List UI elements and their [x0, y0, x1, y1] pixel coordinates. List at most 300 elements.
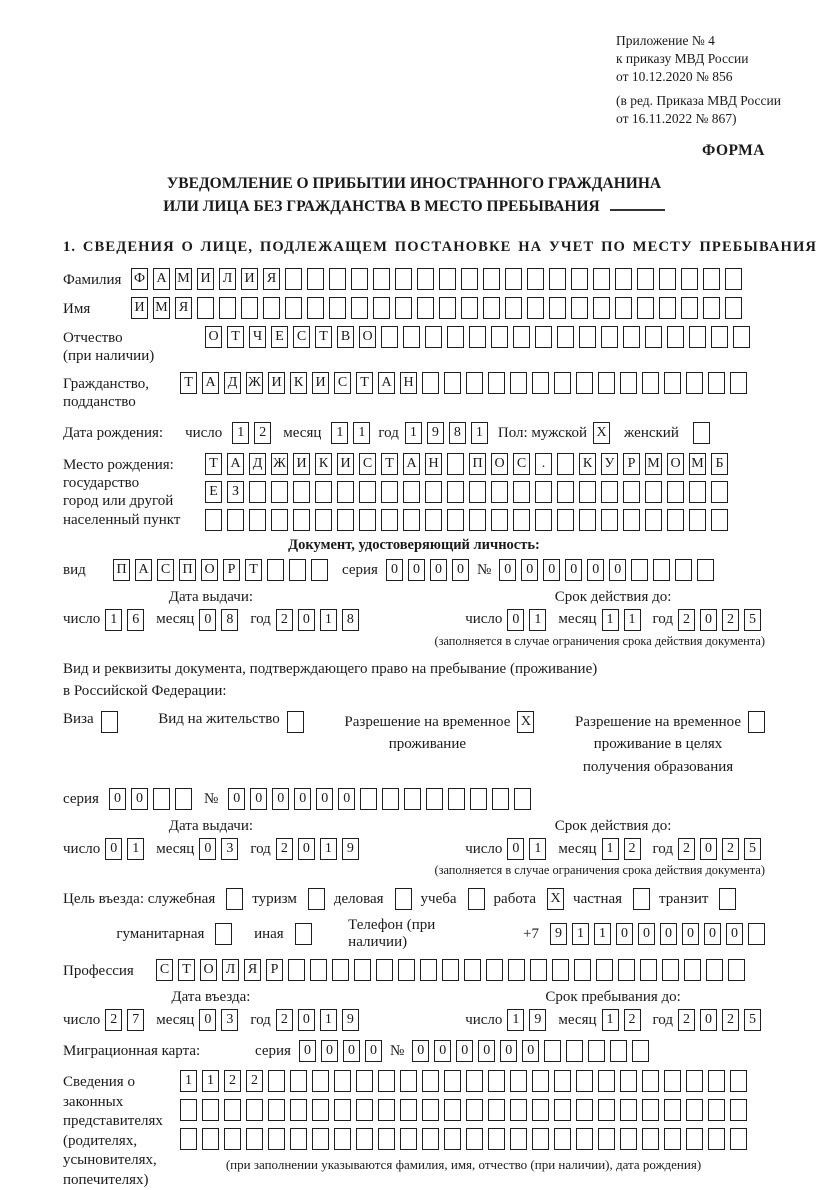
char-cell[interactable] [618, 959, 635, 981]
char-cell[interactable]: X [593, 422, 610, 444]
char-cell[interactable]: 2 [276, 838, 293, 860]
char-cell[interactable]: И [293, 453, 310, 475]
char-cell[interactable] [645, 481, 662, 503]
char-cell[interactable] [593, 268, 610, 290]
char-cell[interactable] [469, 481, 486, 503]
char-cell[interactable]: С [157, 559, 174, 581]
char-cell[interactable]: 0 [199, 1009, 216, 1031]
char-cell[interactable] [268, 1070, 285, 1092]
char-cell[interactable]: И [312, 372, 329, 394]
char-cell[interactable] [664, 372, 681, 394]
char-cell[interactable] [579, 326, 596, 348]
char-cell[interactable] [667, 509, 684, 531]
char-cell[interactable] [359, 509, 376, 531]
char-cell[interactable]: 0 [638, 923, 655, 945]
char-cell[interactable] [425, 509, 442, 531]
char-cell[interactable]: Т [178, 959, 195, 981]
char-cell[interactable] [293, 481, 310, 503]
char-cell[interactable] [620, 1128, 637, 1150]
char-cell[interactable] [378, 1099, 395, 1121]
char-cell[interactable]: 0 [499, 559, 516, 581]
char-cell[interactable] [554, 1099, 571, 1121]
char-cell[interactable]: 0 [199, 838, 216, 860]
char-cell[interactable] [527, 297, 544, 319]
char-cell[interactable] [642, 372, 659, 394]
char-cell[interactable]: 0 [700, 1009, 717, 1031]
char-cell[interactable]: И [131, 297, 148, 319]
char-cell[interactable] [426, 788, 443, 810]
char-cell[interactable]: В [337, 326, 354, 348]
char-cell[interactable]: М [689, 453, 706, 475]
char-cell[interactable] [334, 1099, 351, 1121]
char-cell[interactable] [461, 268, 478, 290]
char-cell[interactable] [706, 959, 723, 981]
char-cell[interactable] [226, 888, 243, 910]
char-cell[interactable] [571, 297, 588, 319]
char-cell[interactable] [601, 481, 618, 503]
char-cell[interactable] [686, 372, 703, 394]
char-cell[interactable]: 0 [660, 923, 677, 945]
char-cell[interactable]: 0 [105, 838, 122, 860]
char-cell[interactable]: 5 [744, 1009, 761, 1031]
char-cell[interactable]: С [513, 453, 530, 475]
char-cell[interactable] [285, 297, 302, 319]
char-cell[interactable] [530, 959, 547, 981]
char-cell[interactable]: Ф [131, 268, 148, 290]
char-cell[interactable] [505, 297, 522, 319]
char-cell[interactable]: А [403, 453, 420, 475]
char-cell[interactable]: Н [425, 453, 442, 475]
char-cell[interactable] [610, 1040, 627, 1062]
char-cell[interactable] [730, 1070, 747, 1092]
char-cell[interactable]: 1 [602, 609, 619, 631]
char-cell[interactable] [224, 1128, 241, 1150]
char-cell[interactable] [615, 297, 632, 319]
char-cell[interactable] [554, 372, 571, 394]
char-cell[interactable] [693, 422, 710, 444]
char-cell[interactable] [623, 509, 640, 531]
char-cell[interactable]: А [135, 559, 152, 581]
char-cell[interactable] [488, 1099, 505, 1121]
char-cell[interactable] [593, 297, 610, 319]
char-cell[interactable]: 0 [131, 788, 148, 810]
char-cell[interactable] [469, 509, 486, 531]
char-cell[interactable] [488, 1128, 505, 1150]
char-cell[interactable] [535, 481, 552, 503]
char-cell[interactable] [708, 1070, 725, 1092]
char-cell[interactable]: С [156, 959, 173, 981]
char-cell[interactable] [398, 959, 415, 981]
char-cell[interactable] [329, 297, 346, 319]
char-cell[interactable] [381, 509, 398, 531]
char-cell[interactable] [354, 959, 371, 981]
char-cell[interactable]: И [337, 453, 354, 475]
char-cell[interactable] [315, 481, 332, 503]
char-cell[interactable] [153, 788, 170, 810]
char-cell[interactable]: 0 [109, 788, 126, 810]
char-cell[interactable] [637, 297, 654, 319]
char-cell[interactable]: 0 [452, 559, 469, 581]
char-cell[interactable] [267, 559, 284, 581]
char-cell[interactable] [271, 481, 288, 503]
char-cell[interactable]: 0 [298, 838, 315, 860]
char-cell[interactable]: М [645, 453, 662, 475]
char-cell[interactable] [285, 268, 302, 290]
char-cell[interactable] [439, 297, 456, 319]
char-cell[interactable] [439, 268, 456, 290]
char-cell[interactable] [684, 959, 701, 981]
char-cell[interactable]: О [200, 959, 217, 981]
char-cell[interactable] [598, 372, 615, 394]
char-cell[interactable]: 1 [320, 609, 337, 631]
char-cell[interactable] [356, 1128, 373, 1150]
char-cell[interactable] [271, 509, 288, 531]
char-cell[interactable]: 2 [624, 1009, 641, 1031]
char-cell[interactable] [373, 297, 390, 319]
char-cell[interactable]: 8 [449, 422, 466, 444]
char-cell[interactable] [708, 1128, 725, 1150]
char-cell[interactable]: С [359, 453, 376, 475]
char-cell[interactable] [334, 1128, 351, 1150]
char-cell[interactable] [219, 297, 236, 319]
char-cell[interactable] [395, 268, 412, 290]
char-cell[interactable] [486, 959, 503, 981]
char-cell[interactable] [395, 297, 412, 319]
char-cell[interactable] [268, 1099, 285, 1121]
char-cell[interactable]: П [469, 453, 486, 475]
char-cell[interactable]: Д [249, 453, 266, 475]
char-cell[interactable] [287, 711, 304, 733]
char-cell[interactable] [637, 268, 654, 290]
char-cell[interactable] [554, 1128, 571, 1150]
char-cell[interactable] [310, 959, 327, 981]
char-cell[interactable] [202, 1099, 219, 1121]
char-cell[interactable] [645, 326, 662, 348]
char-cell[interactable]: Д [224, 372, 241, 394]
char-cell[interactable] [513, 481, 530, 503]
char-cell[interactable]: 2 [624, 838, 641, 860]
char-cell[interactable] [404, 788, 421, 810]
char-cell[interactable] [623, 481, 640, 503]
char-cell[interactable]: 1 [471, 422, 488, 444]
char-cell[interactable] [664, 1128, 681, 1150]
char-cell[interactable] [686, 1128, 703, 1150]
char-cell[interactable]: 2 [254, 422, 271, 444]
char-cell[interactable]: 2 [276, 609, 293, 631]
char-cell[interactable]: 1 [602, 838, 619, 860]
char-cell[interactable] [557, 326, 574, 348]
char-cell[interactable]: 0 [412, 1040, 429, 1062]
char-cell[interactable]: 2 [224, 1070, 241, 1092]
char-cell[interactable] [527, 268, 544, 290]
char-cell[interactable] [307, 268, 324, 290]
char-cell[interactable] [662, 959, 679, 981]
char-cell[interactable]: 1 [202, 1070, 219, 1092]
char-cell[interactable] [689, 326, 706, 348]
char-cell[interactable]: 0 [272, 788, 289, 810]
char-cell[interactable]: 1 [529, 838, 546, 860]
char-cell[interactable]: 1 [127, 838, 144, 860]
char-cell[interactable] [447, 509, 464, 531]
char-cell[interactable] [505, 268, 522, 290]
char-cell[interactable] [491, 509, 508, 531]
char-cell[interactable]: 1 [320, 838, 337, 860]
char-cell[interactable] [224, 1099, 241, 1121]
char-cell[interactable] [417, 268, 434, 290]
char-cell[interactable]: Т [180, 372, 197, 394]
char-cell[interactable] [488, 372, 505, 394]
char-cell[interactable] [730, 372, 747, 394]
char-cell[interactable] [422, 1099, 439, 1121]
char-cell[interactable] [491, 326, 508, 348]
char-cell[interactable] [400, 1128, 417, 1150]
char-cell[interactable]: 6 [127, 609, 144, 631]
char-cell[interactable] [510, 372, 527, 394]
char-cell[interactable]: 0 [616, 923, 633, 945]
char-cell[interactable] [373, 268, 390, 290]
char-cell[interactable]: 1 [320, 1009, 337, 1031]
char-cell[interactable] [535, 509, 552, 531]
char-cell[interactable]: О [205, 326, 222, 348]
char-cell[interactable] [395, 888, 412, 910]
char-cell[interactable] [588, 1040, 605, 1062]
char-cell[interactable] [576, 1099, 593, 1121]
char-cell[interactable] [535, 326, 552, 348]
char-cell[interactable]: 0 [365, 1040, 382, 1062]
char-cell[interactable] [483, 297, 500, 319]
char-cell[interactable] [422, 1070, 439, 1092]
char-cell[interactable] [466, 1099, 483, 1121]
char-cell[interactable] [689, 481, 706, 503]
char-cell[interactable]: 0 [726, 923, 743, 945]
char-cell[interactable] [686, 1070, 703, 1092]
char-cell[interactable] [382, 788, 399, 810]
char-cell[interactable]: Р [223, 559, 240, 581]
char-cell[interactable] [400, 1070, 417, 1092]
char-cell[interactable] [246, 1099, 263, 1121]
char-cell[interactable] [730, 1128, 747, 1150]
char-cell[interactable] [576, 1070, 593, 1092]
char-cell[interactable] [615, 268, 632, 290]
char-cell[interactable] [708, 1099, 725, 1121]
char-cell[interactable] [293, 509, 310, 531]
char-cell[interactable] [571, 268, 588, 290]
char-cell[interactable] [403, 326, 420, 348]
char-cell[interactable]: 0 [456, 1040, 473, 1062]
char-cell[interactable]: 1 [507, 1009, 524, 1031]
char-cell[interactable]: Ч [249, 326, 266, 348]
char-cell[interactable]: 2 [678, 1009, 695, 1031]
char-cell[interactable]: 7 [127, 1009, 144, 1031]
char-cell[interactable] [403, 481, 420, 503]
char-cell[interactable] [202, 1128, 219, 1150]
char-cell[interactable] [579, 509, 596, 531]
char-cell[interactable]: 2 [722, 838, 739, 860]
char-cell[interactable] [514, 788, 531, 810]
char-cell[interactable] [249, 481, 266, 503]
char-cell[interactable] [510, 1128, 527, 1150]
char-cell[interactable] [510, 1070, 527, 1092]
char-cell[interactable]: Т [356, 372, 373, 394]
char-cell[interactable]: 3 [221, 1009, 238, 1031]
char-cell[interactable]: 9 [529, 1009, 546, 1031]
char-cell[interactable] [554, 1070, 571, 1092]
char-cell[interactable]: 0 [609, 559, 626, 581]
char-cell[interactable] [549, 268, 566, 290]
char-cell[interactable] [227, 509, 244, 531]
char-cell[interactable] [549, 297, 566, 319]
char-cell[interactable]: Я [244, 959, 261, 981]
char-cell[interactable] [557, 509, 574, 531]
char-cell[interactable] [491, 481, 508, 503]
char-cell[interactable] [708, 372, 725, 394]
char-cell[interactable] [719, 888, 736, 910]
char-cell[interactable]: 1 [232, 422, 249, 444]
char-cell[interactable]: Я [263, 268, 280, 290]
char-cell[interactable]: С [293, 326, 310, 348]
char-cell[interactable] [574, 959, 591, 981]
char-cell[interactable] [290, 1128, 307, 1150]
char-cell[interactable] [447, 481, 464, 503]
char-cell[interactable] [664, 1070, 681, 1092]
char-cell[interactable]: О [359, 326, 376, 348]
char-cell[interactable] [461, 297, 478, 319]
char-cell[interactable] [307, 297, 324, 319]
char-cell[interactable] [425, 326, 442, 348]
char-cell[interactable]: И [241, 268, 258, 290]
char-cell[interactable]: А [202, 372, 219, 394]
char-cell[interactable] [215, 923, 232, 945]
char-cell[interactable] [381, 481, 398, 503]
char-cell[interactable]: 3 [221, 838, 238, 860]
char-cell[interactable] [703, 268, 720, 290]
char-cell[interactable] [532, 1099, 549, 1121]
char-cell[interactable]: 2 [105, 1009, 122, 1031]
char-cell[interactable]: К [315, 453, 332, 475]
char-cell[interactable] [631, 559, 648, 581]
char-cell[interactable] [596, 959, 613, 981]
char-cell[interactable] [378, 1128, 395, 1150]
char-cell[interactable] [378, 1070, 395, 1092]
char-cell[interactable]: Б [711, 453, 728, 475]
char-cell[interactable] [289, 559, 306, 581]
char-cell[interactable] [356, 1070, 373, 1092]
char-cell[interactable]: К [579, 453, 596, 475]
char-cell[interactable] [642, 1099, 659, 1121]
char-cell[interactable]: 1 [180, 1070, 197, 1092]
char-cell[interactable]: 0 [507, 838, 524, 860]
char-cell[interactable]: 9 [550, 923, 567, 945]
char-cell[interactable]: М [153, 297, 170, 319]
char-cell[interactable] [447, 326, 464, 348]
char-cell[interactable]: Р [266, 959, 283, 981]
char-cell[interactable]: 2 [246, 1070, 263, 1092]
char-cell[interactable] [576, 372, 593, 394]
char-cell[interactable]: 0 [507, 609, 524, 631]
char-cell[interactable]: 2 [678, 838, 695, 860]
char-cell[interactable] [312, 1099, 329, 1121]
char-cell[interactable]: 9 [342, 1009, 359, 1031]
char-cell[interactable] [697, 559, 714, 581]
char-cell[interactable]: 0 [294, 788, 311, 810]
char-cell[interactable] [488, 1070, 505, 1092]
char-cell[interactable]: И [268, 372, 285, 394]
char-cell[interactable] [101, 711, 118, 733]
char-cell[interactable]: 0 [500, 1040, 517, 1062]
char-cell[interactable] [667, 326, 684, 348]
char-cell[interactable] [689, 509, 706, 531]
char-cell[interactable] [246, 1128, 263, 1150]
char-cell[interactable]: 1 [105, 609, 122, 631]
char-cell[interactable]: 0 [587, 559, 604, 581]
char-cell[interactable] [675, 559, 692, 581]
char-cell[interactable] [442, 959, 459, 981]
char-cell[interactable] [686, 1099, 703, 1121]
char-cell[interactable] [268, 1128, 285, 1150]
char-cell[interactable] [205, 509, 222, 531]
char-cell[interactable] [290, 1070, 307, 1092]
char-cell[interactable]: 0 [386, 559, 403, 581]
char-cell[interactable] [337, 509, 354, 531]
char-cell[interactable] [312, 1070, 329, 1092]
char-cell[interactable]: Т [245, 559, 262, 581]
char-cell[interactable]: . [535, 453, 552, 475]
char-cell[interactable]: О [491, 453, 508, 475]
char-cell[interactable] [359, 481, 376, 503]
char-cell[interactable]: 8 [221, 609, 238, 631]
char-cell[interactable] [337, 481, 354, 503]
char-cell[interactable]: Л [222, 959, 239, 981]
char-cell[interactable] [466, 1070, 483, 1092]
char-cell[interactable]: 2 [276, 1009, 293, 1031]
char-cell[interactable]: А [153, 268, 170, 290]
char-cell[interactable] [681, 297, 698, 319]
char-cell[interactable] [492, 788, 509, 810]
char-cell[interactable]: 5 [744, 838, 761, 860]
char-cell[interactable] [598, 1070, 615, 1092]
char-cell[interactable] [464, 959, 481, 981]
char-cell[interactable] [444, 1070, 461, 1092]
char-cell[interactable]: 0 [682, 923, 699, 945]
char-cell[interactable] [417, 297, 434, 319]
char-cell[interactable] [466, 1128, 483, 1150]
char-cell[interactable] [748, 711, 765, 733]
char-cell[interactable]: 1 [405, 422, 422, 444]
char-cell[interactable] [642, 1070, 659, 1092]
char-cell[interactable] [312, 1128, 329, 1150]
char-cell[interactable]: Т [315, 326, 332, 348]
char-cell[interactable]: Я [175, 297, 192, 319]
char-cell[interactable] [748, 923, 765, 945]
char-cell[interactable] [510, 1099, 527, 1121]
char-cell[interactable]: 1 [572, 923, 589, 945]
char-cell[interactable] [315, 509, 332, 531]
char-cell[interactable] [730, 1099, 747, 1121]
char-cell[interactable]: 9 [342, 838, 359, 860]
char-cell[interactable]: 0 [199, 609, 216, 631]
char-cell[interactable] [508, 959, 525, 981]
char-cell[interactable]: Ж [271, 453, 288, 475]
char-cell[interactable] [703, 297, 720, 319]
char-cell[interactable] [420, 959, 437, 981]
char-cell[interactable] [579, 481, 596, 503]
char-cell[interactable]: 0 [430, 559, 447, 581]
char-cell[interactable] [197, 297, 214, 319]
char-cell[interactable]: Е [271, 326, 288, 348]
char-cell[interactable] [425, 481, 442, 503]
char-cell[interactable] [681, 268, 698, 290]
char-cell[interactable] [733, 326, 750, 348]
